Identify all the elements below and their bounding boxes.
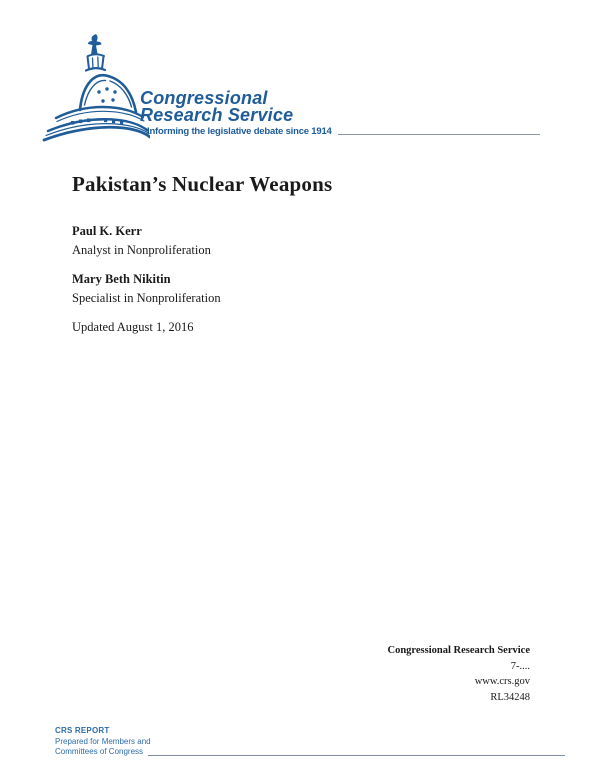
footer-website: www.crs.gov xyxy=(474,676,530,687)
footer-phone: 7-.... xyxy=(510,660,530,672)
footer-report-number: RL34248 xyxy=(490,691,530,703)
footer-crs-report-label: CRS REPORT xyxy=(55,726,110,735)
report-title: Pakistan’s Nuclear Weapons xyxy=(72,172,333,196)
author-2-name: Mary Beth Nikitin xyxy=(72,272,171,286)
logo-tagline: Informing the legislative debate since 1914 xyxy=(147,126,332,137)
footer-prepared-line: Prepared for Members and xyxy=(55,736,151,746)
byline-block xyxy=(72,222,221,337)
footer-divider-rule xyxy=(148,755,565,756)
author-1 xyxy=(72,222,221,260)
footer-committees-line: Committees of Congress xyxy=(55,747,144,756)
author-1-role: Analyst in Nonproliferation xyxy=(72,243,211,257)
logo-name-line1: Congressional xyxy=(140,88,268,108)
updated-date: Updated August 1, 2016 xyxy=(72,320,194,334)
capitol-dome-icon xyxy=(42,32,150,142)
author-2 xyxy=(72,270,221,308)
header-divider-rule xyxy=(338,134,540,135)
logo-tagline-row xyxy=(147,126,540,137)
footer-left-block xyxy=(55,726,565,758)
logo-name-line2: Research Service xyxy=(140,105,294,125)
author-2-role: Specialist in Nonproliferation xyxy=(72,291,221,305)
author-1-name: Paul K. Kerr xyxy=(72,224,142,238)
crs-logo-wordmark xyxy=(140,90,293,124)
footer-committees-row xyxy=(55,747,565,758)
footer-org-name: Congressional Research Service xyxy=(387,645,530,656)
footer-right-block xyxy=(387,643,530,705)
